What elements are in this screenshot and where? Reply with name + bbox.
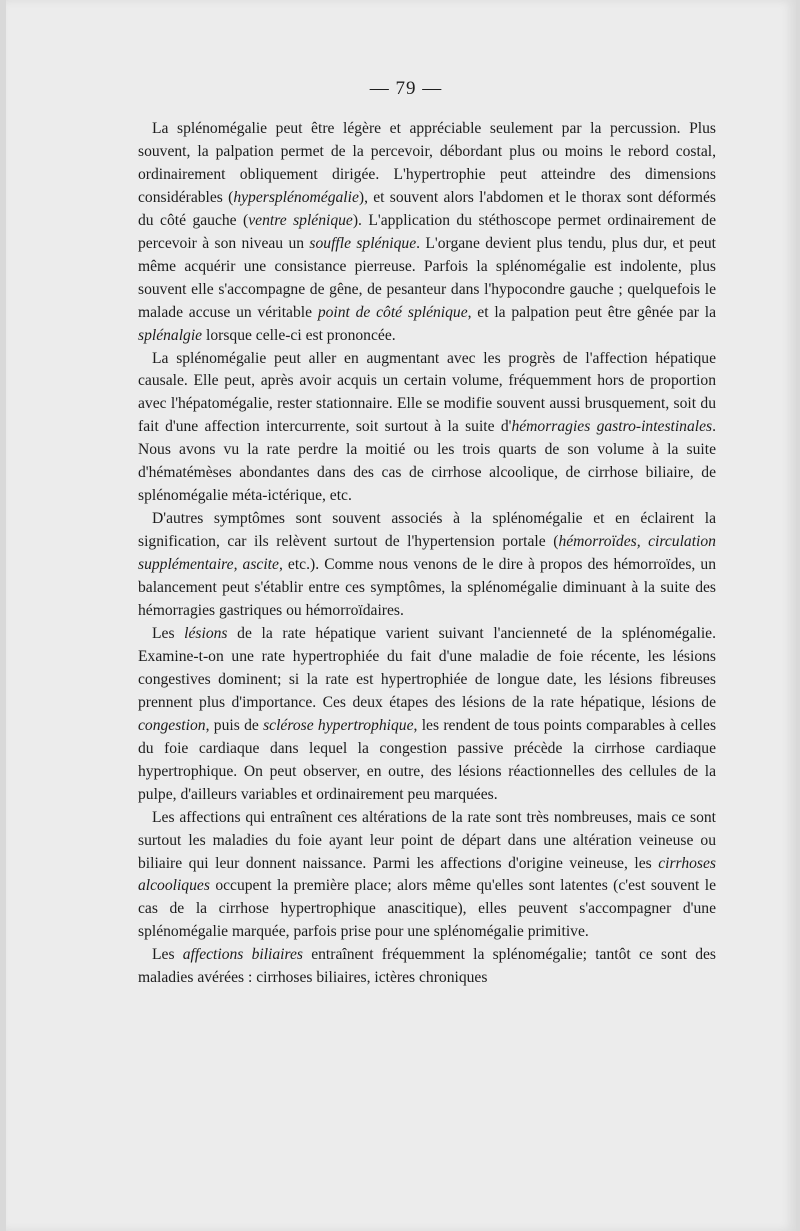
italic-run: hémorroïdes, circulation supplémentaire, ascite [138, 533, 716, 574]
text-run: Les affections qui entraînent ces altérations de la rate sont très nombreuses, mais ce sont surtout les maladies du foie ayant leur point de départ dans une altération veineuse ou biliaire qui leur donnent naissance. Parmi les affections d'origine veineuse, les [138, 808, 716, 872]
paragraph [138, 623, 716, 807]
text-run: , et la palpation peut être gênée par la [467, 303, 716, 321]
paragraph [138, 348, 716, 509]
text-run: ), et souvent alors l'abdomen et le thorax sont déformés du côté gauche ( [138, 188, 716, 229]
text-run: , puis de [205, 716, 264, 734]
italic-run: point de côté splénique [317, 303, 468, 321]
text-run: , etc.). Comme nous venons de le dire à propos des hémorroïdes, un balancement peut s'établir entre ces symptômes, la splénomégalie diminuant à la suite des hémorragies gastriques ou hémorroïdaires. [138, 556, 716, 620]
paragraph [138, 508, 716, 623]
italic-run: hypersplénomégalie [233, 188, 359, 206]
italic-run: sclérose hypertrophique [263, 716, 414, 734]
text-run: occupent la première place; alors même qu'elles sont latentes (c'est souvent le cas de la cirrhose hypertrophique anascitique), elles peuvent s'accompagner d'une splénomégalie marquée, parfois prise pour une splénomégalie primitive. [138, 877, 716, 941]
paragraph [138, 118, 716, 348]
text-run: . L'organe devient plus tendu, plus dur, et peut même acquérir une consistance pierreuse. Parfois la splénomégalie est indolente, plus souvent elle s'accompagne de gêne, de pesanteur dans l'hypocondre gauche ; quelquefois le malade accuse un véritable [138, 234, 716, 321]
page-number: — 79 — [369, 78, 443, 99]
italic-run: splénalgie [138, 326, 203, 344]
text-run: La splénomégalie peut être légère et appréciable seulement par la percussion. Plus souvent, la palpation permet de la percevoir, débordant plus ou moins le rebord costal, ordinairement obliquement dirigée. L'hypertrophie peut atteindre des dimensions considérables ( [138, 120, 716, 206]
italic-run: ventre splénique [248, 211, 353, 229]
italic-run: souffle splénique [309, 234, 417, 252]
text-run: La splénomégalie peut aller en augmentant avec les progrès de l'affection hépatique causale. Elle peut, après avoir acquis un certain volume, fréquemment hors de proportion avec l'hépatomégalie, rester stationnaire. Elle se modifie souvent aussi brusquement, soit du fait d'une affection intercurrente, soit surtout à la suite d' [138, 349, 716, 436]
italic-run: affections biliaires [182, 946, 303, 964]
body-text [138, 118, 716, 990]
paragraph [138, 807, 716, 945]
italic-run: cirrhoses alcooliques [138, 854, 716, 895]
text-run: Les [152, 624, 185, 642]
text-run: de la rate hépatique varient suivant l'ancienneté de la splénomégalie. Examine-t-on une rate hypertrophiée du fait d'une maladie de foie récente, les lésions congestives dominent; si la rate est hypertrophiée de longue date, les lésions fibreuses prennent plus d'importance. Ces deux étapes des lésions de la rate hépatique, lésions de [138, 624, 716, 711]
italic-run: congestion [138, 716, 206, 734]
text-run: Les [152, 946, 183, 964]
italic-run: lésions [184, 624, 228, 642]
text-run: . Nous avons vu la rate perdre la moitié ou les trois quarts de son volume à la suite d'hématémèses abondantes dans des cas de cirrhose alcoolique, de cirrhose biliaire, de splénomégalie méta-ictérique, etc. [138, 418, 717, 505]
text-run: entraînent fréquemment la splénomégalie; tantôt ce sont des maladies avérées : cirrhoses biliaires, ictères chroniques [138, 946, 717, 987]
text-run: , les rendent de tous points comparables à celles du foie cardiaque dans lequel la congestion passive précède la cirrhose cardiaque hypertrophique. On peut observer, en outre, des lésions réactionnelles des cellules de la pulpe, d'ailleurs variables et ordinairement peu marquées. [138, 716, 717, 803]
text-run: lorsque celle-ci est prononcée. [202, 326, 396, 344]
scanned-page [6, 0, 796, 1231]
text-run: ). L'application du stéthoscope permet ordinairement de percevoir à son niveau un [138, 211, 717, 252]
text-run: D'autres symptômes sont souvent associés à la splénomégalie et en éclairent la signification, car ils relèvent surtout de l'hypertension portale ( [138, 510, 716, 551]
paragraph [138, 944, 716, 990]
italic-run: hémorragies gastro-intestinales [511, 418, 713, 436]
